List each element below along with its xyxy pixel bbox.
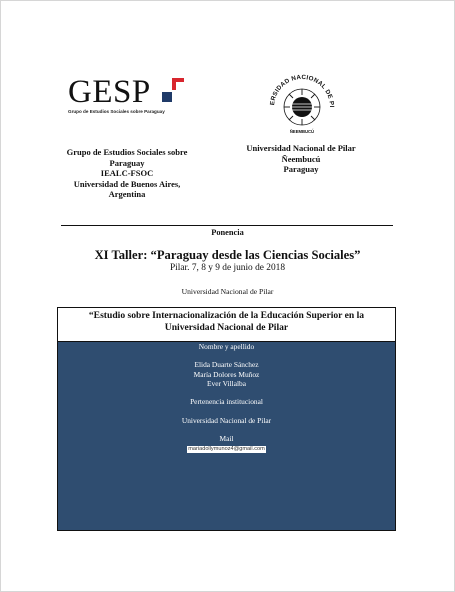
left-institution-line: Paraguay [109, 157, 145, 168]
left-institution-line: IEALC-FSOC [100, 168, 154, 179]
right-institution-line: Paraguay [283, 164, 319, 175]
right-institution-line: Ñeembucú [281, 153, 321, 164]
event-dates: Pilar. 7, 8 y 9 de junio de 2018 [169, 263, 286, 273]
divider [61, 225, 393, 226]
gesp-tagline: Grupo de Estudios Sociales sobre Paraguay [68, 109, 165, 114]
paper-title-line: Universidad Nacional de Pilar [164, 322, 289, 333]
paper-title [58, 308, 395, 342]
ponencia-label: Ponencia [211, 228, 244, 237]
gesp-red-cutout [176, 82, 184, 90]
left-institution-line: Universidad de Buenos Aires, [73, 178, 181, 189]
university-name: Universidad Nacional de Pilar [181, 287, 274, 296]
author-name: María Dolores Muñoz [193, 369, 260, 379]
gesp-navy-square-icon [162, 92, 172, 102]
unp-seal [264, 71, 340, 137]
mail-heading: Mail [219, 433, 234, 443]
left-institution [55, 147, 199, 200]
right-institution-line: Universidad Nacional de Pilar [246, 143, 356, 153]
paper-title-line: “Estudio sobre Internacionalización de la Educación Superior en la [88, 310, 365, 321]
author-name: Elida Duarte Sánchez [194, 360, 259, 370]
left-institution-line: Grupo de Estudios Sociales sobre [66, 147, 188, 157]
affiliation: Universidad Nacional de Pilar [181, 415, 272, 425]
gesp-logo [68, 76, 188, 116]
paper-info-box [57, 307, 396, 531]
taller-title: XI Taller: “Paraguay desde las Ciencias Sociales” [94, 248, 361, 262]
name-heading: Nombre y apellido [198, 342, 255, 351]
email-link[interactable]: mariadollymunoz4@gmail.com [188, 446, 265, 453]
paper-info-body [58, 342, 395, 452]
gesp-wordmark: GESP [68, 74, 151, 110]
unp-seal-outer-text: ERSIDAD NACIONAL DE PI [269, 73, 336, 108]
right-institution [236, 143, 366, 175]
author-name: Ever Villalba [206, 378, 247, 388]
left-institution-line: Argentina [108, 189, 146, 200]
unp-seal-bottom-text: ÑEEMBUCÚ [289, 129, 315, 134]
affiliation-heading: Pertenencia institucional [190, 397, 263, 407]
unp-seal-icon [264, 71, 340, 137]
